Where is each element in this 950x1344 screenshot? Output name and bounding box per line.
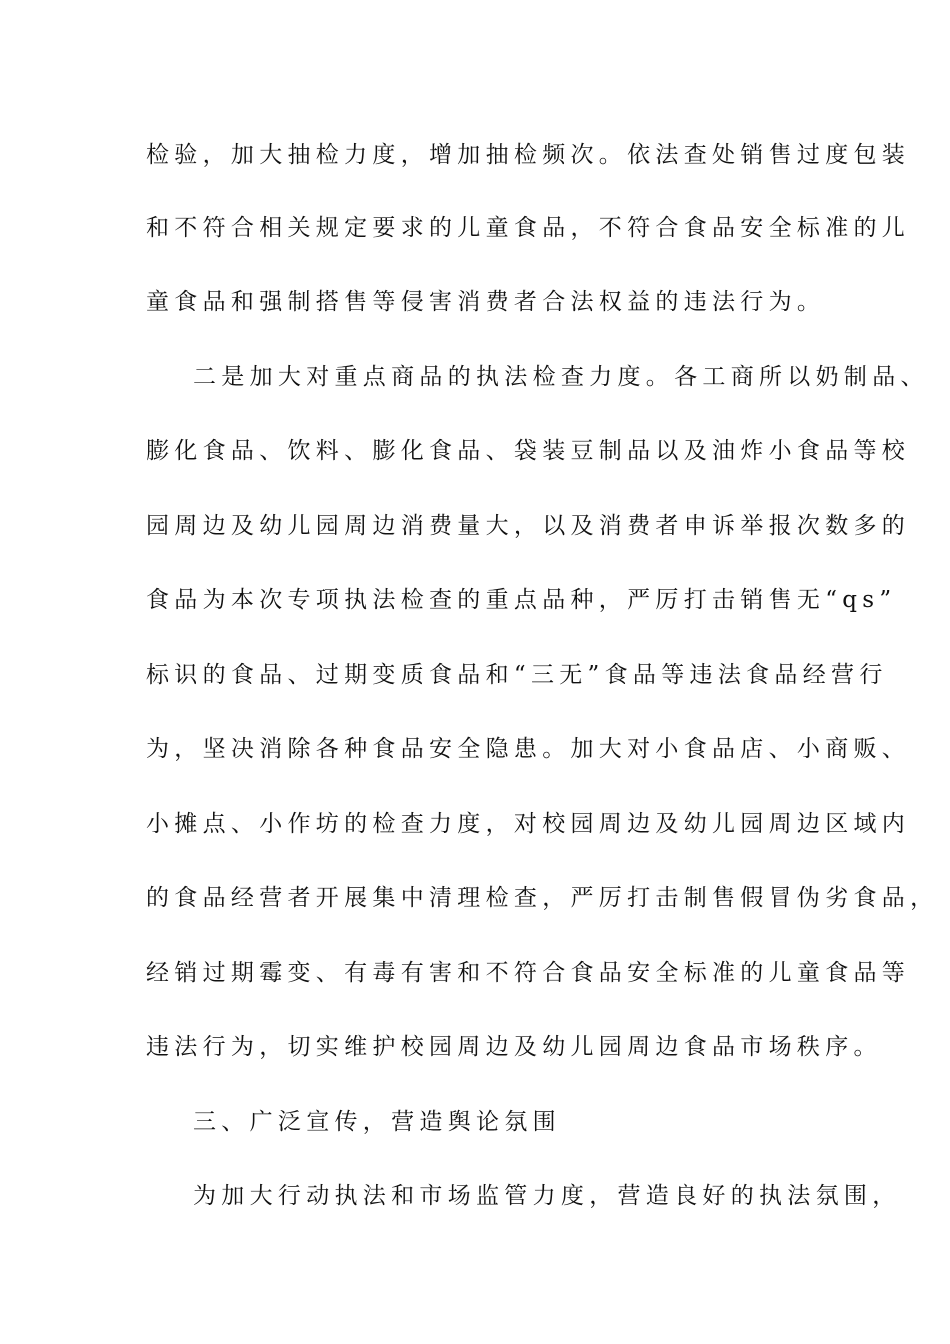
paragraph-line: 的食品经营者开展集中清理检查，严厉打击制售假冒伪劣食品， (146, 885, 939, 911)
paragraph-line: 小摊点、小作坊的检查力度，对校园周边及幼儿园周边区域内 (146, 811, 911, 837)
paragraph-line: 标识的食品、过期变质食品和“三无”食品等违法食品经营行 (146, 662, 888, 688)
section-heading: 三、广泛宣传，营造舆论氛围 (193, 1109, 561, 1135)
paragraph-line: 为，坚决消除各种食品安全隐患。加大对小食品店、小商贩、 (146, 736, 911, 762)
paragraph-line: 违法行为，切实维护校园周边及幼儿园周边食品市场秩序。 (146, 1034, 882, 1060)
paragraph-line: 二是加大对重点商品的执法检查力度。各工商所以奶制品、 (193, 364, 929, 390)
paragraph-line: 童食品和强制搭售等侵害消费者合法权益的违法行为。 (146, 289, 826, 315)
paragraph-line: 膨化食品、饮料、膨化食品、袋装豆制品以及油炸小食品等校 (146, 438, 911, 464)
paragraph-line: 为加大行动执法和市场监管力度，营造良好的执法氛围， (193, 1183, 901, 1209)
paragraph-line: 检验，加大抽检力度，增加抽检频次。依法查处销售过度包装 (146, 142, 911, 168)
paragraph-line: 食品为本次专项执法检查的重点品种，严厉打击销售无“qs” (146, 587, 897, 613)
paragraph-line: 园周边及幼儿园周边消费量大，以及消费者申诉举报次数多的 (146, 513, 911, 539)
paragraph-line: 和不符合相关规定要求的儿童食品，不符合食品安全标准的儿 (146, 215, 911, 241)
paragraph-line: 经销过期霉变、有毒有害和不符合食品安全标准的儿童食品等 (146, 960, 911, 986)
